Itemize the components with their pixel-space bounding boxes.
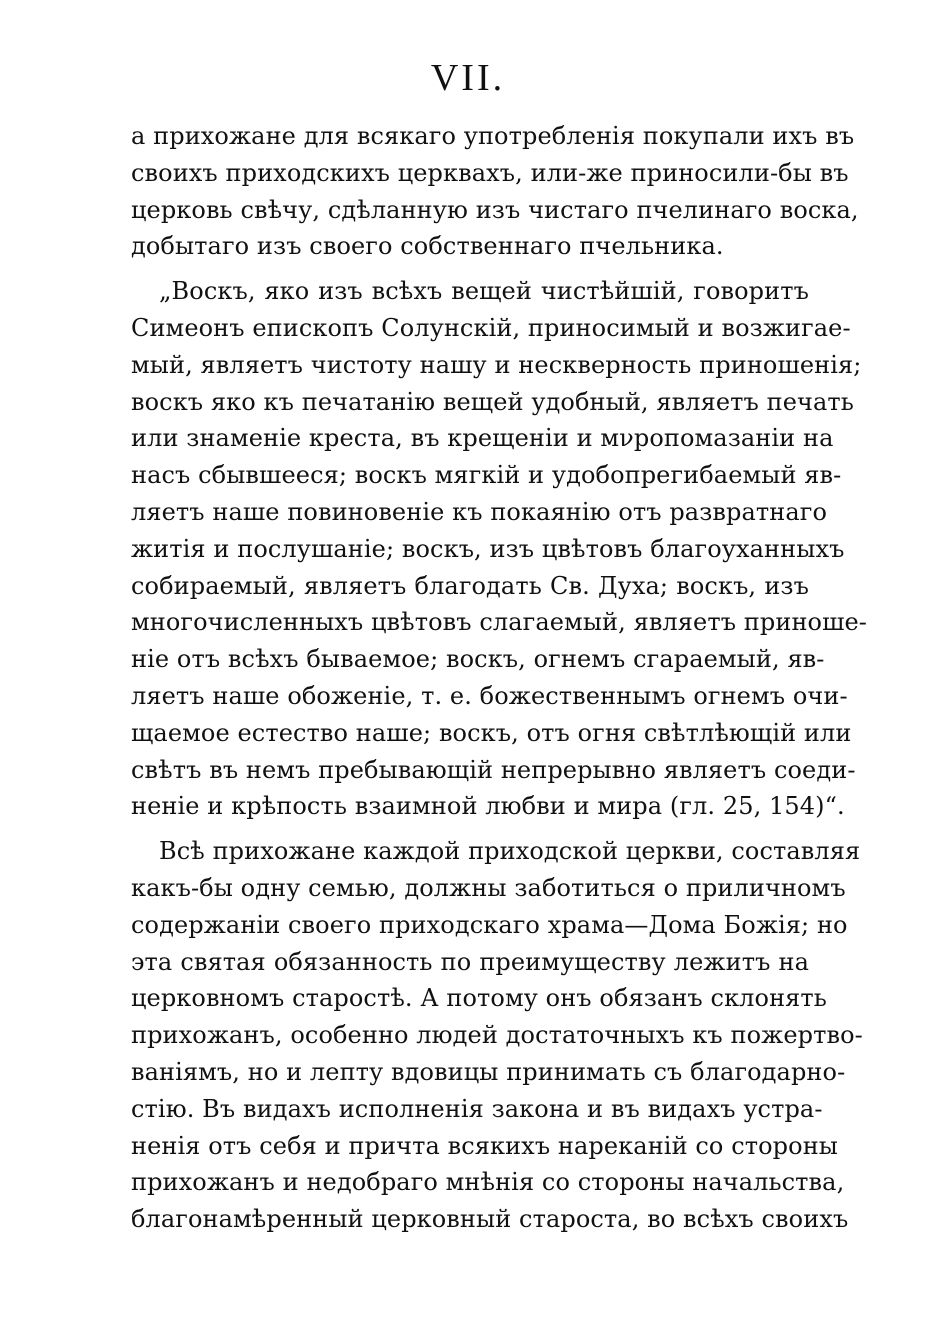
text-line: ніе отъ всѣхъ бываемое; воскъ, огнемъ сгараемый, яв- xyxy=(131,645,825,674)
text-line: своихъ приходскихъ церквахъ, или-же приносили-бы въ xyxy=(131,158,849,187)
paragraph-1 xyxy=(131,118,859,265)
text-line: ненія отъ себя и причта всякихъ нареканій со стороны xyxy=(131,1131,838,1160)
text-line: Всѣ прихожане каждой приходской церкви, составляя xyxy=(159,837,861,866)
text-line: или знаменіе креста, въ крещеніи и мνропомазаніи на xyxy=(131,424,834,453)
text-line: благонамѣренный церковный староста, во всѣхъ своихъ xyxy=(131,1205,849,1234)
paragraph-3 xyxy=(131,833,863,1238)
text-line: свѣтъ въ немъ пребывающій непрерывно являетъ соеди- xyxy=(131,755,856,784)
text-line: добытаго изъ своего собственнаго пчельника. xyxy=(131,232,724,261)
text-line: неніе и крѣпость взаимной любви и мира (гл. 25, 154)“. xyxy=(131,792,845,821)
text-line: „Воскъ, яко изъ всѣхъ вещей чистѣйшій, говоритъ xyxy=(159,277,809,306)
paragraph-2-quotation xyxy=(131,273,868,825)
text-line: многочисленныхъ цвѣтовъ слагаемый, являетъ приноше- xyxy=(131,608,868,637)
text-line: содержаніи своего приходскаго храма—Дома Божія; но xyxy=(131,910,848,939)
text-line: церковномъ старостѣ. А потому онъ обязанъ склонять xyxy=(131,984,827,1013)
text-line: какъ-бы одну семью, должны заботиться о приличномъ xyxy=(131,873,846,902)
text-line: прихожанъ, особенно людей достаточныхъ къ пожертво- xyxy=(131,1021,863,1050)
text-line: ляетъ наше обоженіе, т. е. божественнымъ огнемъ очи- xyxy=(131,681,848,710)
text-line: прихожанъ и недобраго мнѣнія со стороны начальства, xyxy=(131,1168,845,1197)
text-line: церковь свѣчу, сдѣланную изъ чистаго пчелинаго воска, xyxy=(131,195,859,224)
text-line: Симеонъ епископъ Солунскій, приносимый и возжигае- xyxy=(131,313,851,342)
text-line: а прихожане для всякаго употребленія покупали ихъ въ xyxy=(131,122,855,150)
text-line: стію. Въ видахъ исполненія закона и въ видахъ устра- xyxy=(131,1094,823,1123)
text-line: мый, являетъ чистоту нашу и нескверность приношенія; xyxy=(131,350,862,379)
text-line: ваніямъ, но и лепту вдовицы принимать съ благодарно- xyxy=(131,1057,846,1086)
text-line: воскъ яко къ печатанію вещей удобный, являетъ печать xyxy=(131,387,854,416)
text-line: собираемый, являетъ благодать Св. Духа; воскъ, изъ xyxy=(131,571,809,600)
page-number: VII. xyxy=(430,57,506,99)
text-line: ляетъ наше повиновеніе къ покаянію отъ развратнаго xyxy=(131,497,827,526)
body-text xyxy=(131,118,868,1238)
text-line: насъ сбывшееся; воскъ мягкій и удобопрегибаемый яв- xyxy=(131,461,842,490)
text-line: щаемое естество наше; воскъ, отъ огня свѣтлѣющій или xyxy=(131,718,852,747)
text-line: житія и послушаніе; воскъ, изъ цвѣтовъ благоуханныхъ xyxy=(131,534,845,563)
text-line: эта святая обязанность по преимуществу лежитъ на xyxy=(131,947,809,976)
